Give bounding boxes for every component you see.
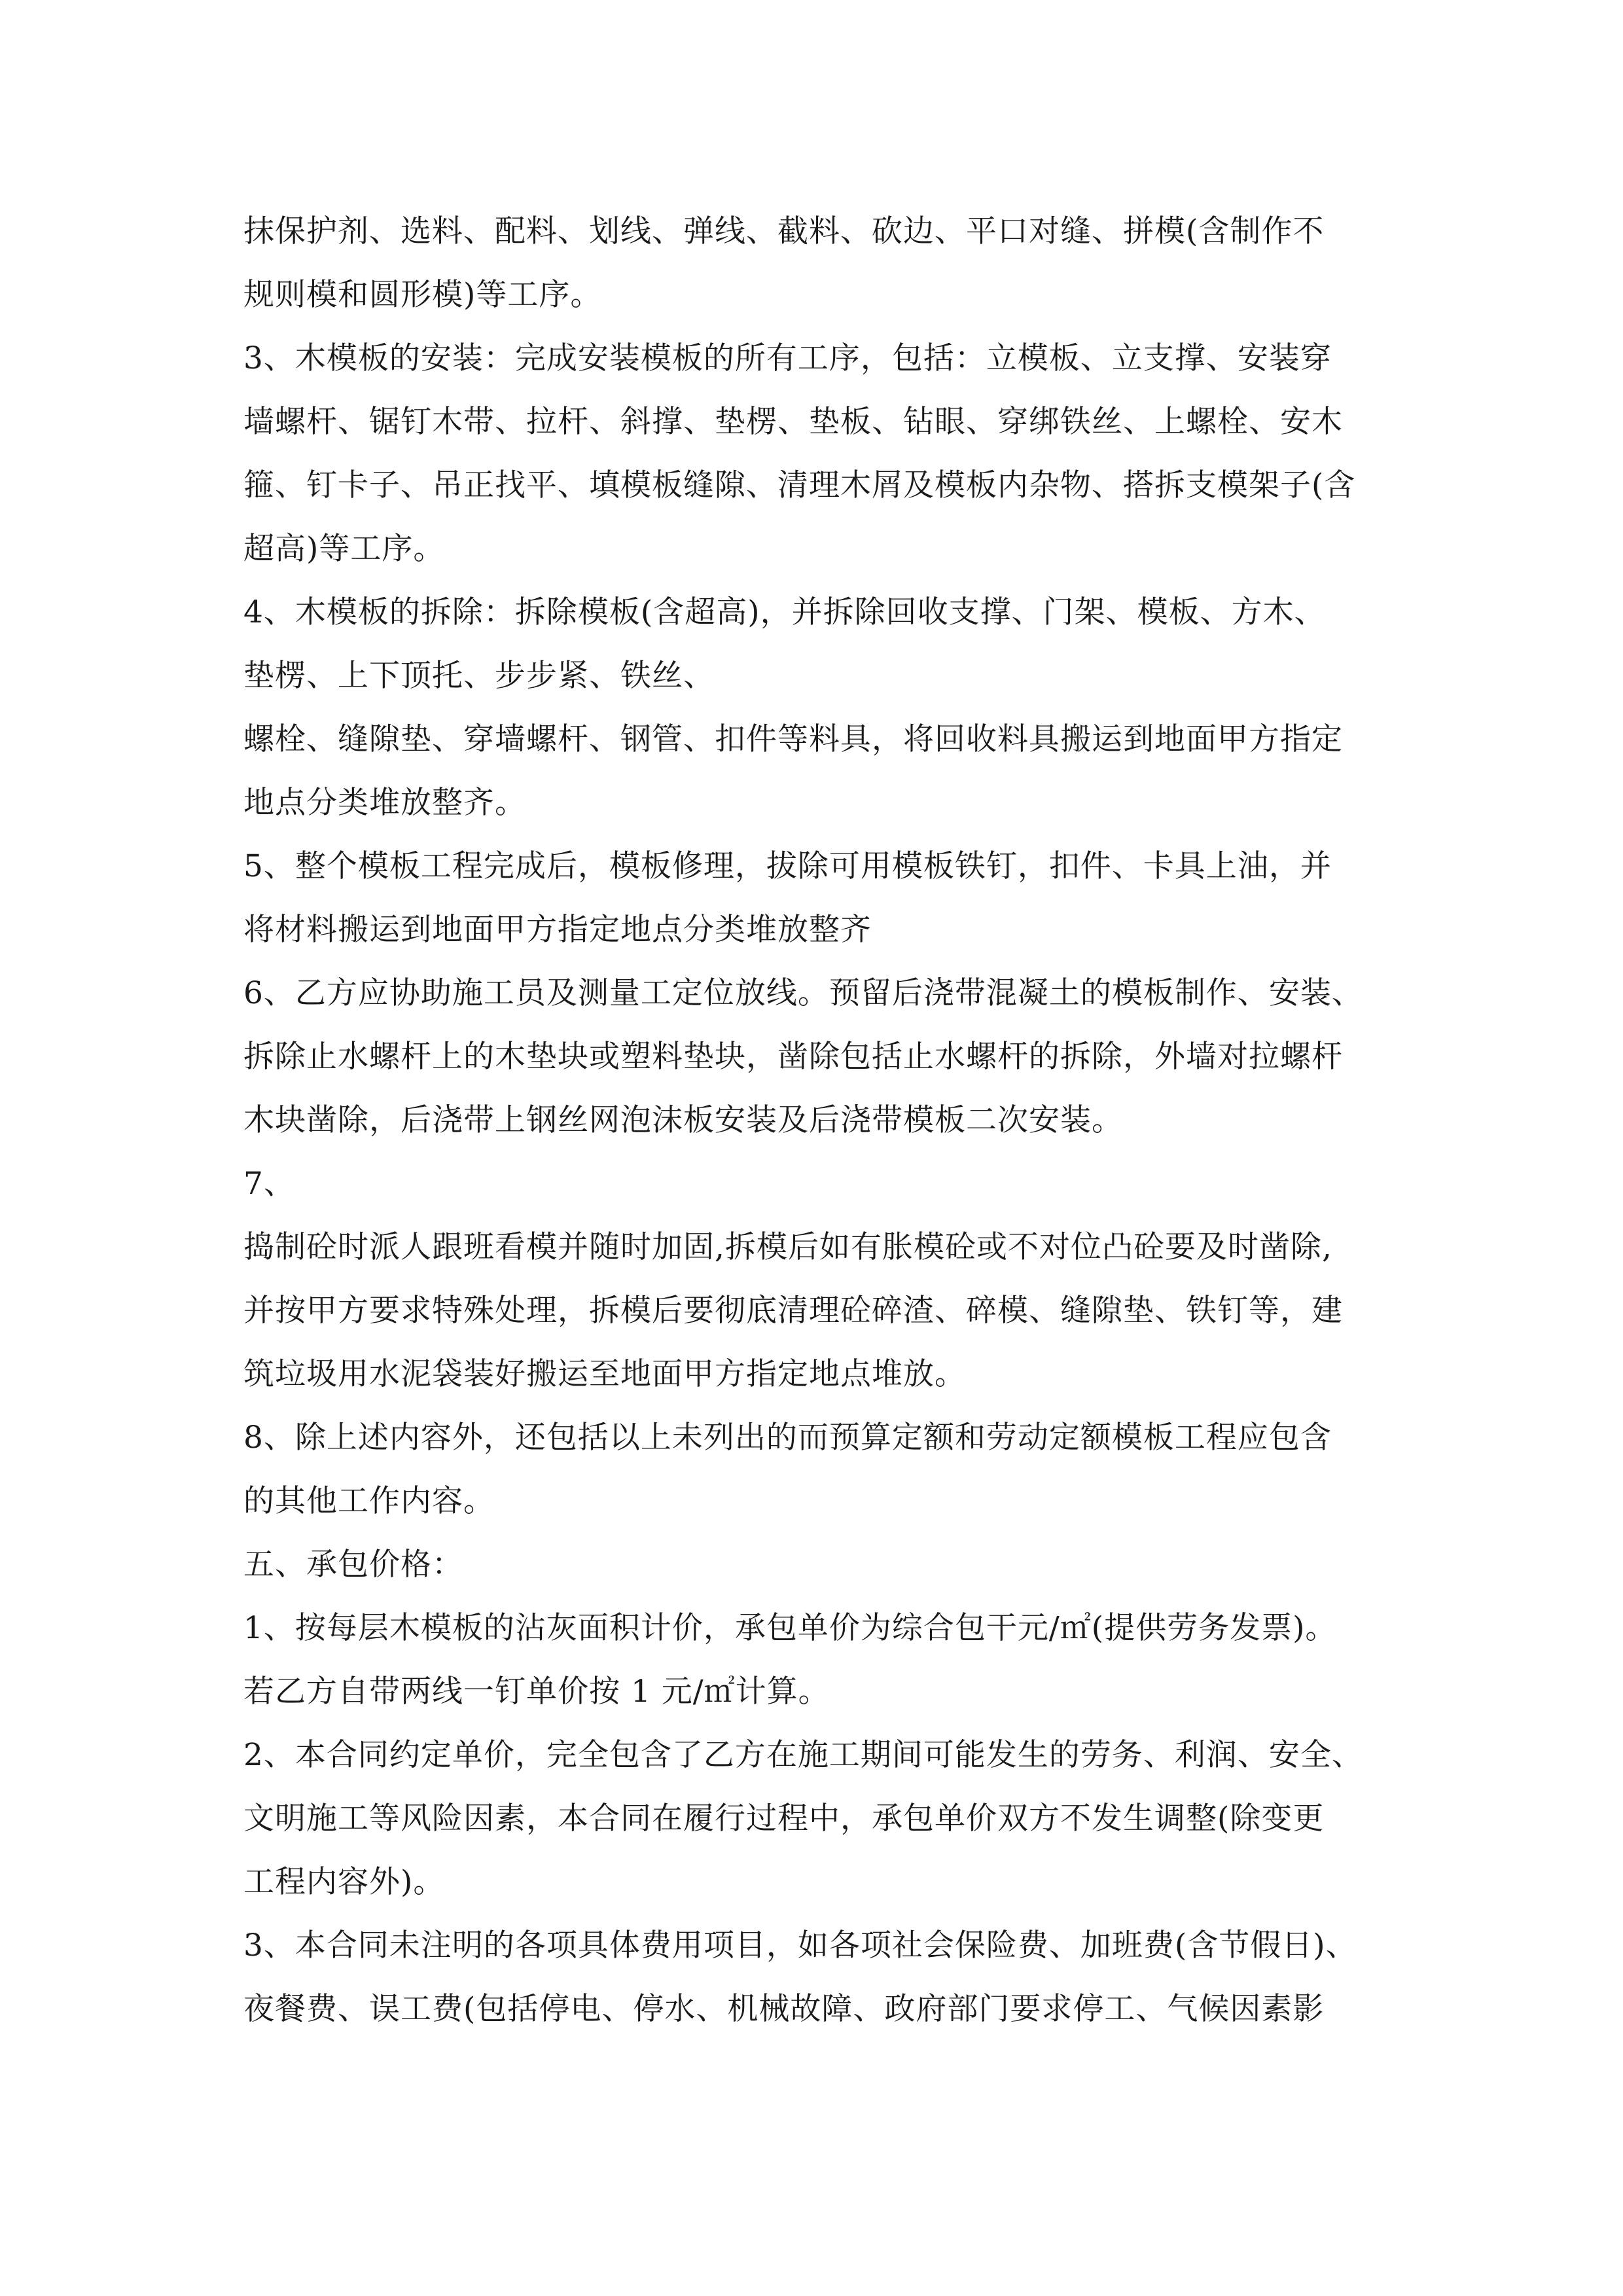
text-line: 的其他工作内容。: [243, 1483, 495, 1519]
text-line: 墙螺杆、锯钉木带、拉杆、斜撑、垫楞、垫板、钻眼、穿绑铁丝、上螺栓、安木: [243, 404, 1343, 440]
text-line: 5、整个模板工程完成后，模板修理，拔除可用模板铁钉，扣件、卡具上油，并: [243, 848, 1332, 884]
text-line: 8、除上述内容外，还包括以上未列出的而预算定额和劳动定额模板工程应包含: [243, 1420, 1332, 1456]
text-line: 3、木模板的安装：完成安装模板的所有工序，包括：立模板、立支撑、安装穿: [243, 340, 1332, 376]
text-line: 1、按每层木模板的沾灰面积计价，承包单价为综合包干元/㎡(提供劳务发票)。: [243, 1610, 1337, 1646]
text-line: 工程内容外)。: [243, 1864, 445, 1900]
contract-text-body: [243, 200, 1395, 2041]
text-line: 6、乙方应协助施工员及测量工定位放线。预留后浇带混凝土的模板制作、安装、: [243, 975, 1363, 1011]
section-heading: 五、承包价格：: [243, 1547, 463, 1583]
text-line: 木块凿除，后浇带上钢丝网泡沫板安装及后浇带模板二次安装。: [243, 1102, 1123, 1138]
text-line: 7、: [243, 1166, 295, 1202]
text-line: 夜餐费、误工费(包括停电、停水、机械故障、政府部门要求停工、气候因素影: [243, 1991, 1325, 2027]
text-line: 捣制砼时派人跟班看模并随时加固,拆模后如有胀模砼或不对位凸砼要及时凿除,: [243, 1229, 1332, 1265]
text-line: 并按甲方要求特殊处理，拆模后要彻底清理砼碎渣、碎模、缝隙垫、铁钉等，建: [243, 1293, 1343, 1329]
text-line: 筑垃圾用水泥袋装好搬运至地面甲方指定地点堆放。: [243, 1356, 966, 1392]
text-line: 抹保护剂、选料、配料、划线、弹线、截料、砍边、平口对缝、拼模(含制作不: [243, 213, 1325, 249]
text-line: 螺栓、缝隙垫、穿墙螺杆、钢管、扣件等料具，将回收料具搬运到地面甲方指定: [243, 721, 1343, 757]
text-line: 2、本合同约定单价，完全包含了乙方在施工期间可能发生的劳务、利润、安全、: [243, 1737, 1363, 1773]
text-line: 文明施工等风险因素，本合同在履行过程中，承包单价双方不发生调整(除变更: [243, 1801, 1325, 1837]
text-line: 规则模和圆形模)等工序。: [243, 277, 602, 313]
text-line: 垫楞、上下顶托、步步紧、铁丝、: [243, 658, 715, 694]
text-line: 地点分类堆放整齐。: [243, 785, 526, 821]
text-line: 3、本合同未注明的各项具体费用项目，如各项社会保险费、加班费(含节假日)、: [243, 1928, 1357, 1964]
text-line: 超高)等工序。: [243, 531, 445, 567]
text-line: 将材料搬运到地面甲方指定地点分类堆放整齐: [243, 912, 872, 948]
text-line: 若乙方自带两线一钉单价按 1 元/㎡计算。: [243, 1674, 830, 1710]
text-line: 拆除止水螺杆上的木垫块或塑料垫块，凿除包括止水螺杆的拆除，外墙对拉螺杆: [243, 1039, 1343, 1075]
text-line: 箍、钉卡子、吊正找平、填模板缝隙、清理木屑及模板内杂物、搭拆支模架子(含: [243, 467, 1356, 503]
text-line: 4、木模板的拆除：拆除模板(含超高)，并拆除回收支撑、门架、模板、方木、: [243, 594, 1326, 630]
